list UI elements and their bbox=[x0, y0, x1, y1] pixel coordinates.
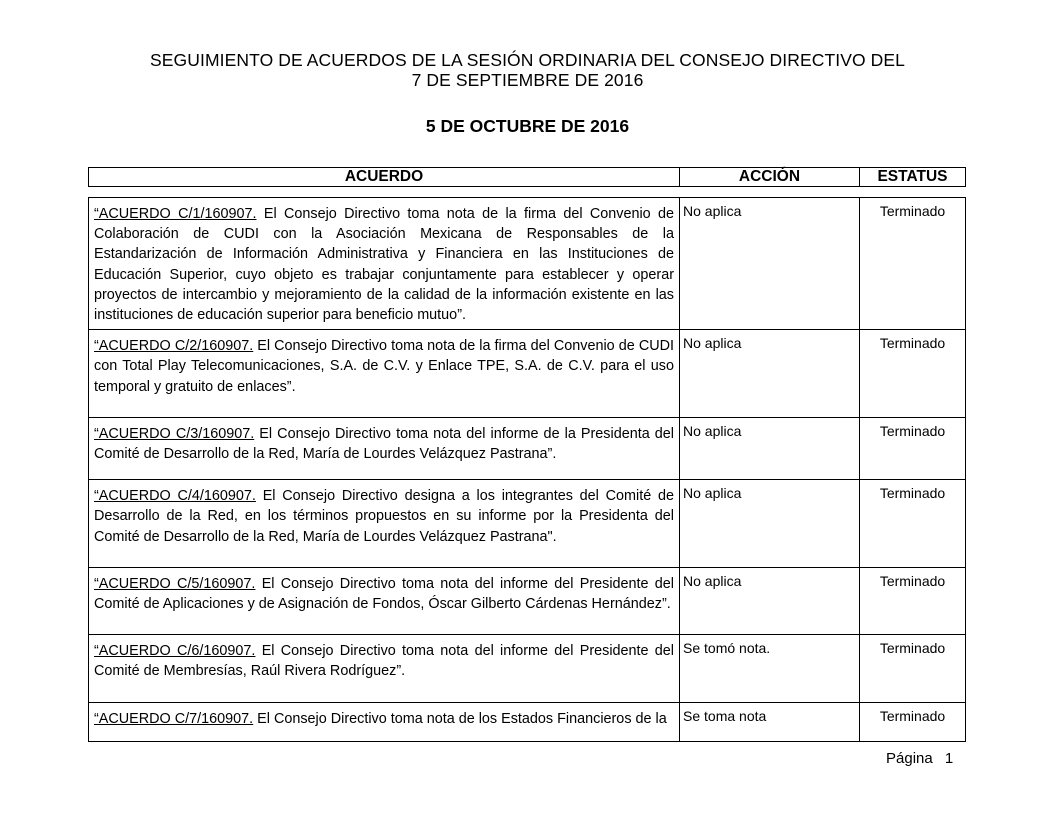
table-row bbox=[89, 418, 966, 480]
table-row bbox=[89, 330, 966, 418]
acuerdo-cell bbox=[89, 635, 680, 703]
document-date: 5 DE OCTUBRE DE 2016 bbox=[425, 116, 630, 136]
acuerdo-text: El Consejo Directivo toma nota de los Estados Financieros de la bbox=[253, 711, 667, 728]
page-label: Página bbox=[886, 750, 933, 767]
spacer-cell bbox=[680, 187, 860, 198]
accion-cell: No aplica bbox=[680, 418, 860, 480]
column-header-accion: ACCIÓN bbox=[680, 168, 860, 187]
estatus-cell: Terminado bbox=[860, 635, 966, 703]
document-title bbox=[0, 50, 1055, 90]
acuerdo-code: “ACUERDO C/4/160907. bbox=[94, 488, 256, 505]
spacer-cell bbox=[89, 187, 680, 198]
title-line-2: 7 DE SEPTIEMBRE DE 2016 bbox=[411, 70, 644, 90]
acuerdo-text: El Consejo Directivo designa a los integrantes del Comité de Desarrollo de la Red, en los términos propuestos en su informe por la Presidenta del Comité de Desarrollo de la Red, María de Lourdes Velázquez Pastrana". bbox=[94, 488, 674, 545]
acuerdo-cell bbox=[89, 703, 680, 742]
column-header-acuerdo: ACUERDO bbox=[89, 168, 680, 187]
estatus-cell: Terminado bbox=[860, 198, 966, 330]
accion-cell: Se tomó nota. bbox=[680, 635, 860, 703]
spacer-cell bbox=[860, 187, 966, 198]
accion-cell: No aplica bbox=[680, 480, 860, 568]
acuerdo-code: “ACUERDO C/7/160907. bbox=[94, 711, 254, 728]
estatus-cell: Terminado bbox=[860, 330, 966, 418]
table-row bbox=[89, 198, 966, 330]
acuerdo-cell bbox=[89, 198, 680, 330]
page-footer bbox=[886, 750, 953, 767]
table-row bbox=[89, 703, 966, 742]
table-header-row bbox=[89, 168, 966, 187]
column-header-estatus: ESTATUS bbox=[860, 168, 966, 187]
acuerdo-cell bbox=[89, 418, 680, 480]
acuerdo-code: “ACUERDO C/6/160907. bbox=[94, 643, 256, 660]
estatus-cell: Terminado bbox=[860, 568, 966, 635]
acuerdo-text: El Consejo Directivo toma nota del informe de la Presidenta del Comité de Desarrollo de la Red, María de Lourdes Velázquez Pastrana”. bbox=[94, 426, 674, 463]
accion-cell: No aplica bbox=[680, 198, 860, 330]
acuerdo-cell bbox=[89, 480, 680, 568]
title-line-1: SEGUIMIENTO DE ACUERDOS DE LA SESIÓN ORDINARIA DEL CONSEJO DIRECTIVO DEL bbox=[150, 50, 905, 70]
estatus-cell: Terminado bbox=[860, 418, 966, 480]
acuerdo-text: El Consejo Directivo toma nota del informe del Presidente del Comité de Membresías, Raúl Rivera Rodríguez”. bbox=[94, 643, 674, 680]
table-row bbox=[89, 568, 966, 635]
estatus-cell: Terminado bbox=[860, 480, 966, 568]
acuerdo-text: El Consejo Directivo toma nota del informe del Presidente del Comité de Aplicaciones y de Asignación de Fondos, Óscar Gilberto Cárdenas Hernández”. bbox=[94, 576, 674, 613]
acuerdo-code: “ACUERDO C/2/160907. bbox=[94, 338, 254, 355]
estatus-cell: Terminado bbox=[860, 703, 966, 742]
table-spacer-row bbox=[89, 187, 966, 198]
table-row bbox=[89, 635, 966, 703]
agreements-table bbox=[88, 167, 966, 742]
accion-cell: No aplica bbox=[680, 568, 860, 635]
acuerdo-code: “ACUERDO C/3/160907. bbox=[94, 426, 255, 443]
acuerdo-text: El Consejo Directivo toma nota de la firma del Convenio de CUDI con Total Play Telecomunicaciones, S.A. de C.V. y Enlace TPE, S.A. de C.V. para el uso temporal y gratuito de enlaces”. bbox=[94, 338, 674, 395]
accion-cell: No aplica bbox=[680, 330, 860, 418]
page-number: 1 bbox=[944, 750, 954, 767]
acuerdo-code: “ACUERDO C/5/160907. bbox=[94, 576, 256, 593]
acuerdo-text: El Consejo Directivo toma nota de la firma del Convenio de Colaboración de CUDI con la Asociación Mexicana de Responsables de la Estandarización de Información Administrativa y Financiera en las Instituciones de Educación Superior, cuyo objeto es trabajar conjuntamente para establecer y operar proyectos de intercambio y mejoramiento de la calidad de la información existente en las instituciones de educación superior para beneficio mutuo”. bbox=[94, 206, 675, 324]
acuerdo-cell bbox=[89, 568, 680, 635]
table-row bbox=[89, 480, 966, 568]
accion-cell: Se toma nota bbox=[680, 703, 860, 742]
acuerdo-code: “ACUERDO C/1/160907. bbox=[94, 206, 257, 222]
acuerdo-cell bbox=[89, 330, 680, 418]
